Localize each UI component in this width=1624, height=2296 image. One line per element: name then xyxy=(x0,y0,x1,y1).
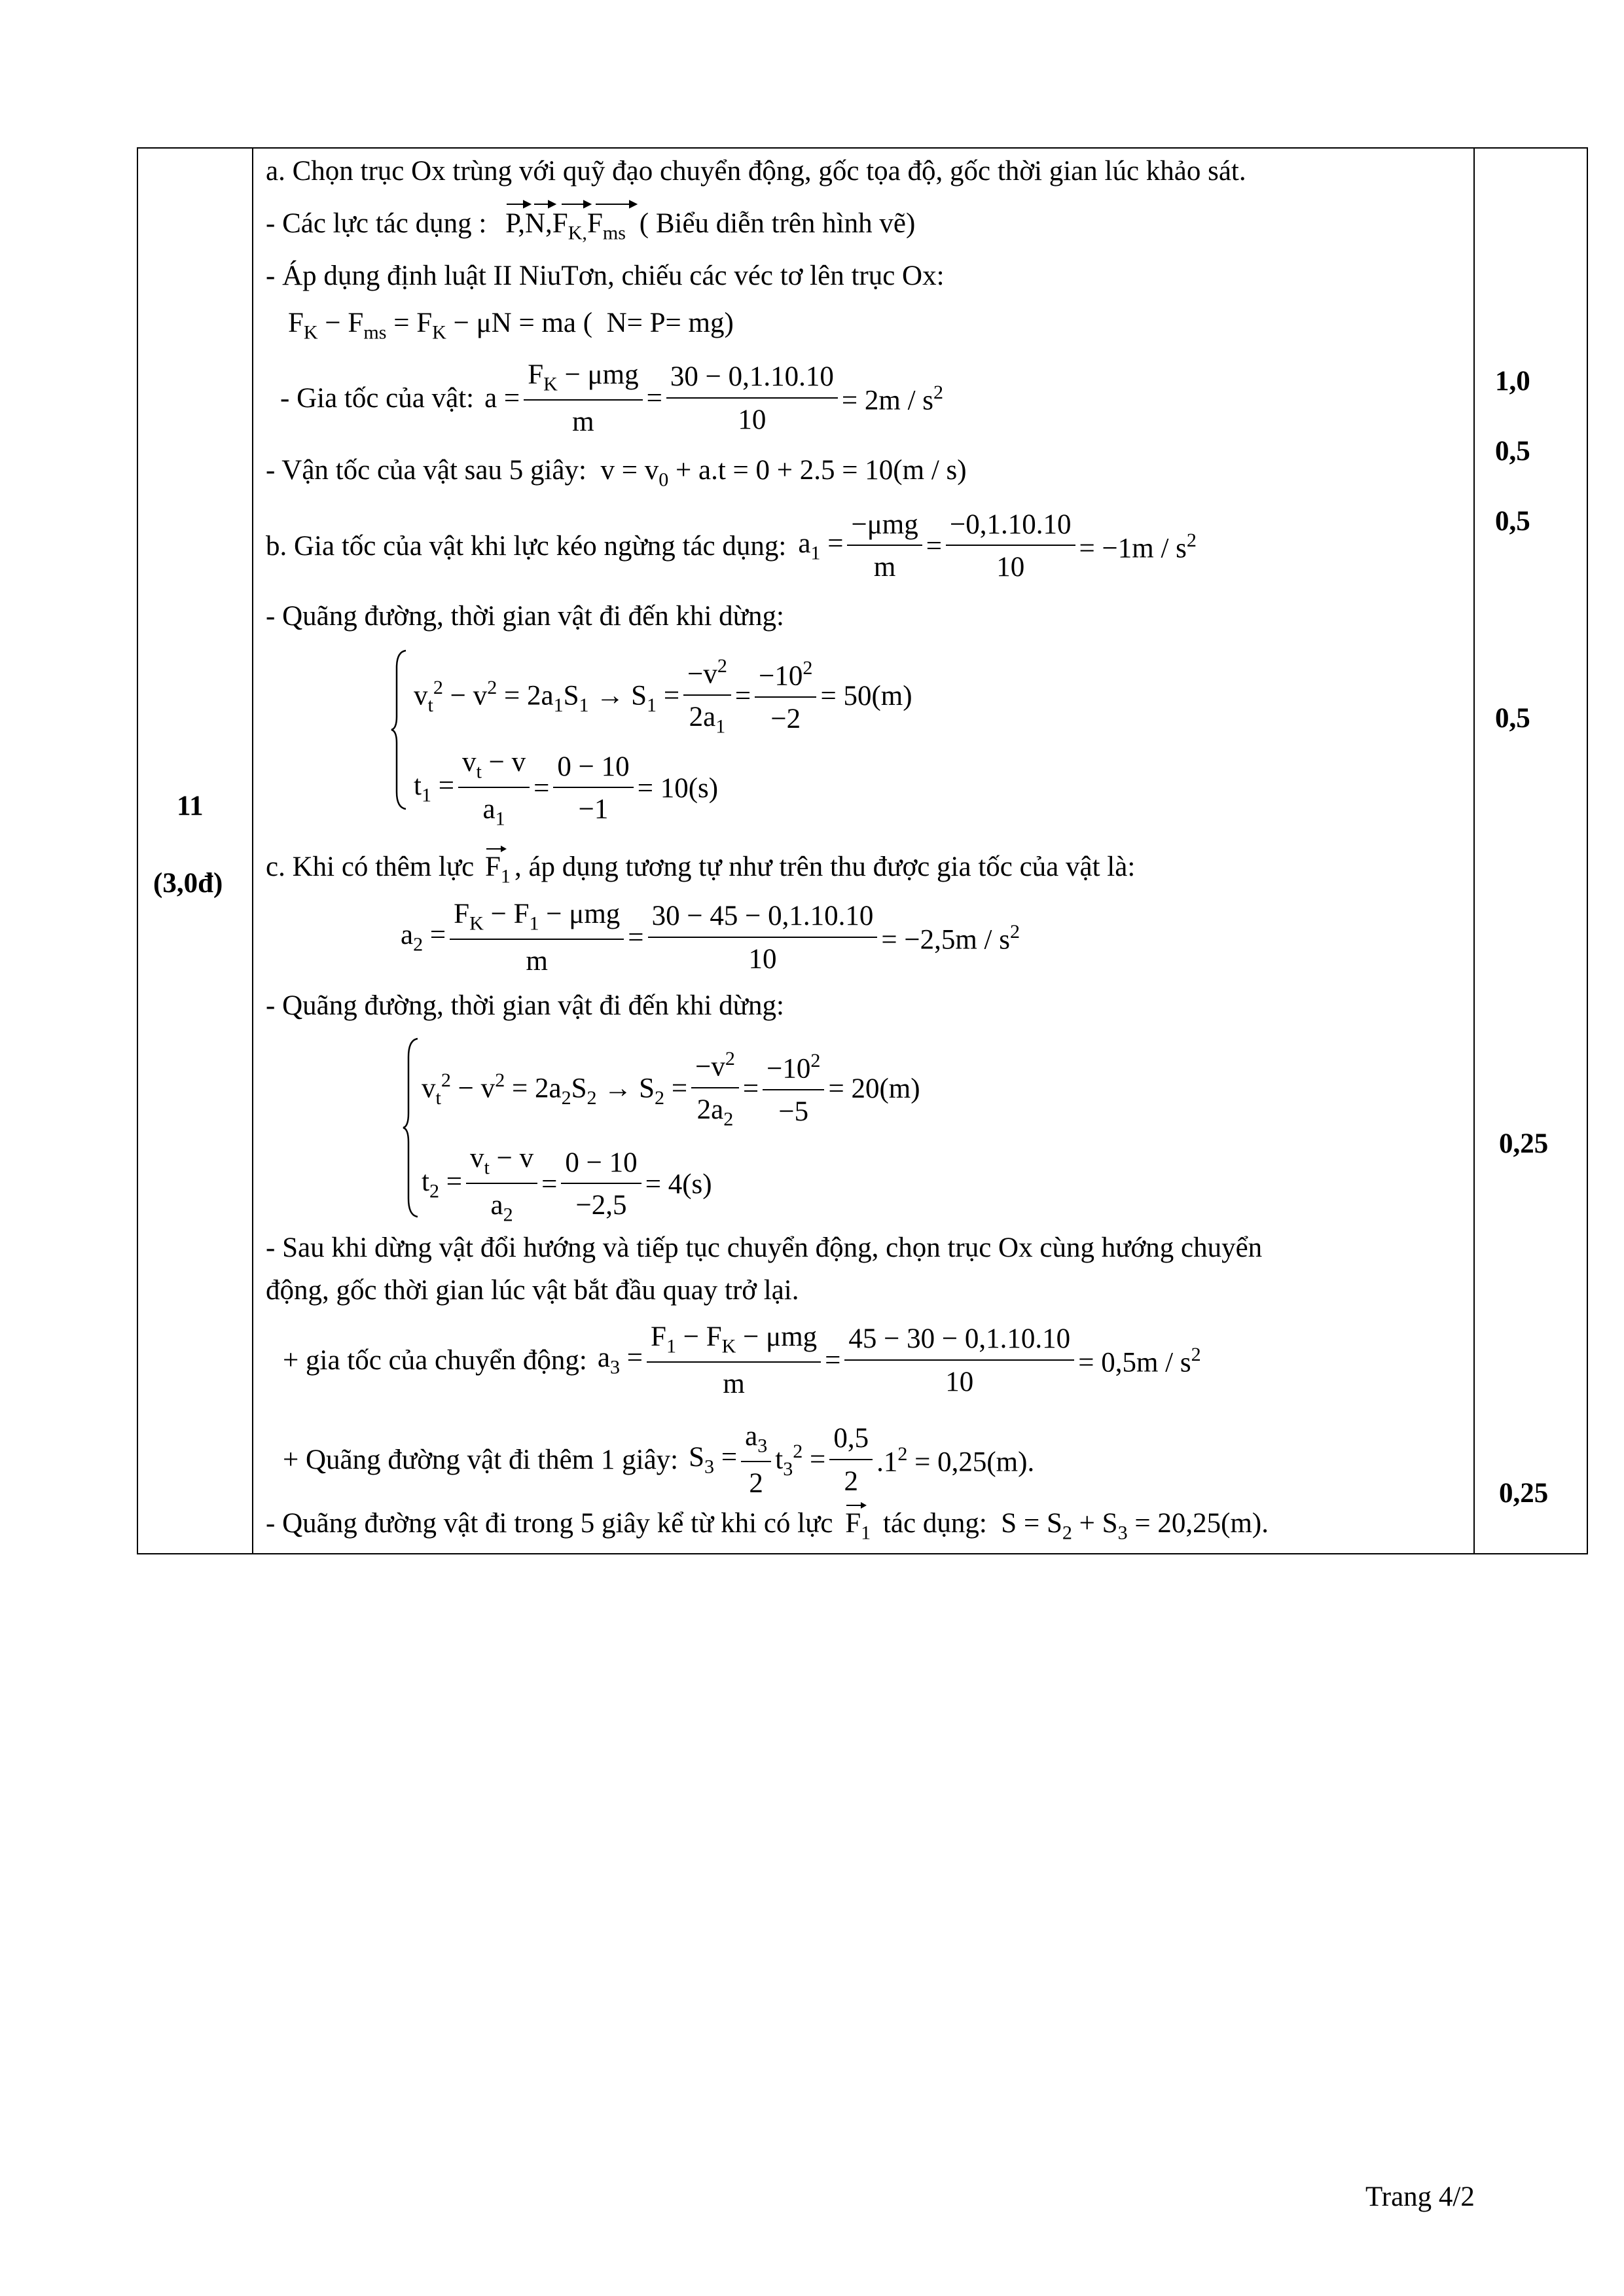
part-c-intro: c. Khi có thêm lực $F_1$ , áp dụng tương tự như trên thu được gia tốc của vật là: xyxy=(266,853,1135,886)
question-number: 11 xyxy=(177,791,204,821)
part-b-fraction-2: $\frac{-0,1.10.10}{10}$ xyxy=(946,509,1075,584)
part-c-s3: + Quãng đường vật đi thêm 1 giây: $S_3$ = $\frac{a_3}{2}$ $t_3^2$ = $\frac{0,5}{2}$ $.1^2 = 0,25(m)$. xyxy=(283,1421,1035,1499)
score-velocity: 0,5 xyxy=(1495,436,1530,467)
question-points: (3,0đ) xyxy=(153,868,223,899)
score-distance-b: 0,5 xyxy=(1495,703,1530,734)
part-b-distance-label: - Quãng đường, thời gian vật đi đến khi dừng: xyxy=(266,601,784,632)
return-line-2: động, gốc thời gian lúc vật bắt đầu quay trở lại. xyxy=(266,1275,799,1306)
return-line-1: - Sau khi dừng vật đổi hướng và tiếp tục chuyển động, chọn trục Ox cùng hướng chuyển xyxy=(266,1232,1263,1263)
page-number: Trang 4/2 xyxy=(1365,2181,1475,2212)
score-accel: 1,0 xyxy=(1495,366,1530,397)
accel-label: - Gia tốc của vật: xyxy=(280,383,475,414)
score-total: 0,25 xyxy=(1499,1478,1549,1509)
part-b-eq1: $v_t^2 - v^2 = 2a_1S_1 \to S_1$ = $\frac{-v^2}{2a_1}$ = $\frac{-10^2}{-2}$ = 50(m) xyxy=(414,655,912,738)
score-part-b: 0,5 xyxy=(1495,506,1530,537)
part-c-distance-label: - Quãng đường, thời gian vật đi đến khi dừng: xyxy=(266,990,784,1021)
forces-label: - Các lực tác dụng : xyxy=(266,208,487,239)
part-c-eq2: $t_2$ = $\frac{v_t - v}{a_2}$ = $\frac{0 - 10}{-2,5}$ = 4(s) xyxy=(422,1143,712,1226)
accel-fraction-2: $\frac{30 - 0,1.10.10}{10}$ xyxy=(666,361,838,436)
part-a-intro: a. Chọn trục Ox trùng với quỹ đạo chuyển động, gốc tọa độ, gốc thời gian lúc khảo sát. xyxy=(266,156,1246,187)
score-part-c: 0,25 xyxy=(1499,1128,1549,1159)
forces-line xyxy=(266,209,915,243)
force-f1-vector-2: $F_1$ xyxy=(845,1509,871,1543)
part-c-a2: $a_2$ = $\frac{F_K - F_1 - \mu mg}{m}$ = $\frac{30 - 45 - 0,1.10.10}{10}$ = $-2,5m / s^2$ xyxy=(401,899,1020,977)
part-c-a3: + gia tốc của chuyển động: $a_3$ = $\frac{F_1 - F_K - \mu mg}{m}$ = $\frac{45 - 30 - 0,1.10.10}{10}$ = $0,5m / s^2$ xyxy=(283,1321,1201,1400)
part-b-intro: b. Gia tốc của vật khi lực kéo ngừng tác dụng: xyxy=(266,530,787,562)
system-brace-b xyxy=(390,648,410,812)
velocity-line: - Vận tốc của vật sau 5 giây: $v = v_0 + a.t = 0 + 2.5 = 10(m / s)$ xyxy=(266,455,967,491)
total-distance-line: - Quãng đường vật đi trong 5 giây kể từ khi có lực $F_1$ tác dụng: $S = S_2 + S_3 = 20,25(m)$. xyxy=(266,1509,1269,1543)
forces-vectors: $P,N,F_{K,}F_{ms}$ xyxy=(505,209,626,243)
force-f1-vector: $F_1$ xyxy=(485,853,511,886)
part-b-line: b. Gia tốc của vật khi lực kéo ngừng tác dụng: $a_1$ = $\frac{\text{−μmg}}{m}$ = $\frac{-0,1.10.10}{10}$ = $-1m / s^2$ xyxy=(266,509,1197,583)
vector-arrows xyxy=(505,195,643,209)
newton-law: - Áp dụng định luật II NiuTơn, chiếu các véc tơ lên trục Ox: xyxy=(266,260,945,291)
accel-fraction-1: $\frac{F_K - \mu mg}{m}$ xyxy=(524,359,642,439)
part-b-fraction-1: $\frac{\text{−μmg}}{m}$ xyxy=(847,509,922,584)
newton-equation: $F_K - F_{ms} = F_K - \mu N$ = ma ( N= P= mg) xyxy=(288,308,734,344)
column-divider xyxy=(1473,149,1475,1553)
forces-note: ( Biểu diễn trên hình vẽ) xyxy=(639,208,916,239)
system-brace-c xyxy=(402,1036,422,1219)
part-b-eq2: $t_1$ = $\frac{v_t - v}{a_1}$ = $\frac{0 - 10}{-1}$ = 10(s) xyxy=(414,747,719,830)
column-divider xyxy=(252,149,253,1553)
part-c-eq1: $v_t^2 - v^2 = 2a_2S_2 \to S_2$ = $\frac{-v^2}{2a_2}$ = $\frac{-10^2}{-5}$ = 20(m) xyxy=(422,1047,920,1130)
acceleration-line: - Gia tốc của vật: a = $\frac{F_K - \mu mg}{m}$ = $\frac{30 - 0,1.10.10}{10}$ = $2m / s^2$ xyxy=(280,359,944,438)
